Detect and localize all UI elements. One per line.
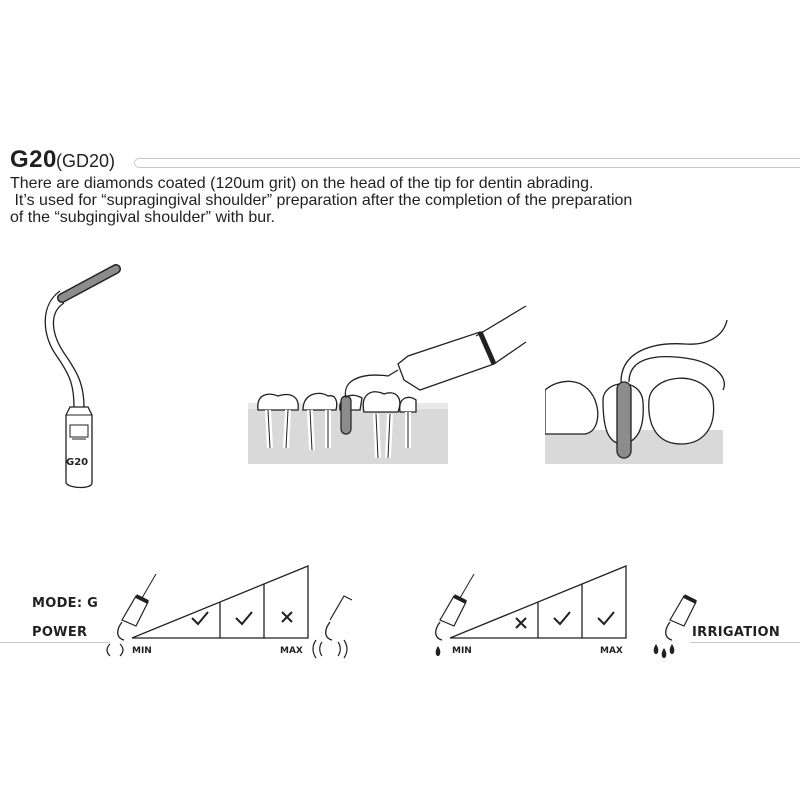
- power-scale: [102, 560, 352, 660]
- description: [10, 175, 770, 226]
- power-min-label: MIN: [132, 646, 152, 656]
- title-divider: [134, 158, 800, 168]
- irrigation-scale: [428, 560, 698, 660]
- title-row: [10, 146, 800, 176]
- low-water-handpiece-icon: [436, 574, 474, 656]
- power-max-label: MAX: [280, 646, 303, 656]
- panel-divider-right: [690, 642, 800, 643]
- tip-code: G20: [10, 146, 57, 173]
- tooth-arch-illustration: [248, 298, 528, 466]
- description-line: There are diamonds coated (120um grit) on the head of the tip for dentin abrading.: [10, 175, 594, 192]
- dental-scaler-tip-icon: [30, 255, 140, 495]
- high-water-handpiece-icon: [654, 596, 696, 658]
- description-line: of the “subgingival shoulder” with bur.: [10, 209, 276, 226]
- high-power-handpiece-icon: [313, 596, 352, 658]
- tip-alt-code: (GD20): [56, 151, 116, 171]
- irrigation-max-label: MAX: [600, 646, 623, 656]
- panel-divider-left: [0, 642, 110, 643]
- low-power-handpiece-icon: [107, 574, 156, 656]
- mode-label: MODE: G: [32, 596, 99, 611]
- irrigation-label: IRRIGATION: [692, 625, 781, 640]
- tooth-closeup-illustration: [545, 320, 735, 466]
- irrigation-min-label: MIN: [452, 646, 472, 656]
- tip-engraving: G20: [66, 457, 89, 468]
- power-label: POWER: [32, 625, 88, 640]
- description-line: It’s used for “supragingival shoulder” preparation after the completion of the preparation: [10, 192, 633, 209]
